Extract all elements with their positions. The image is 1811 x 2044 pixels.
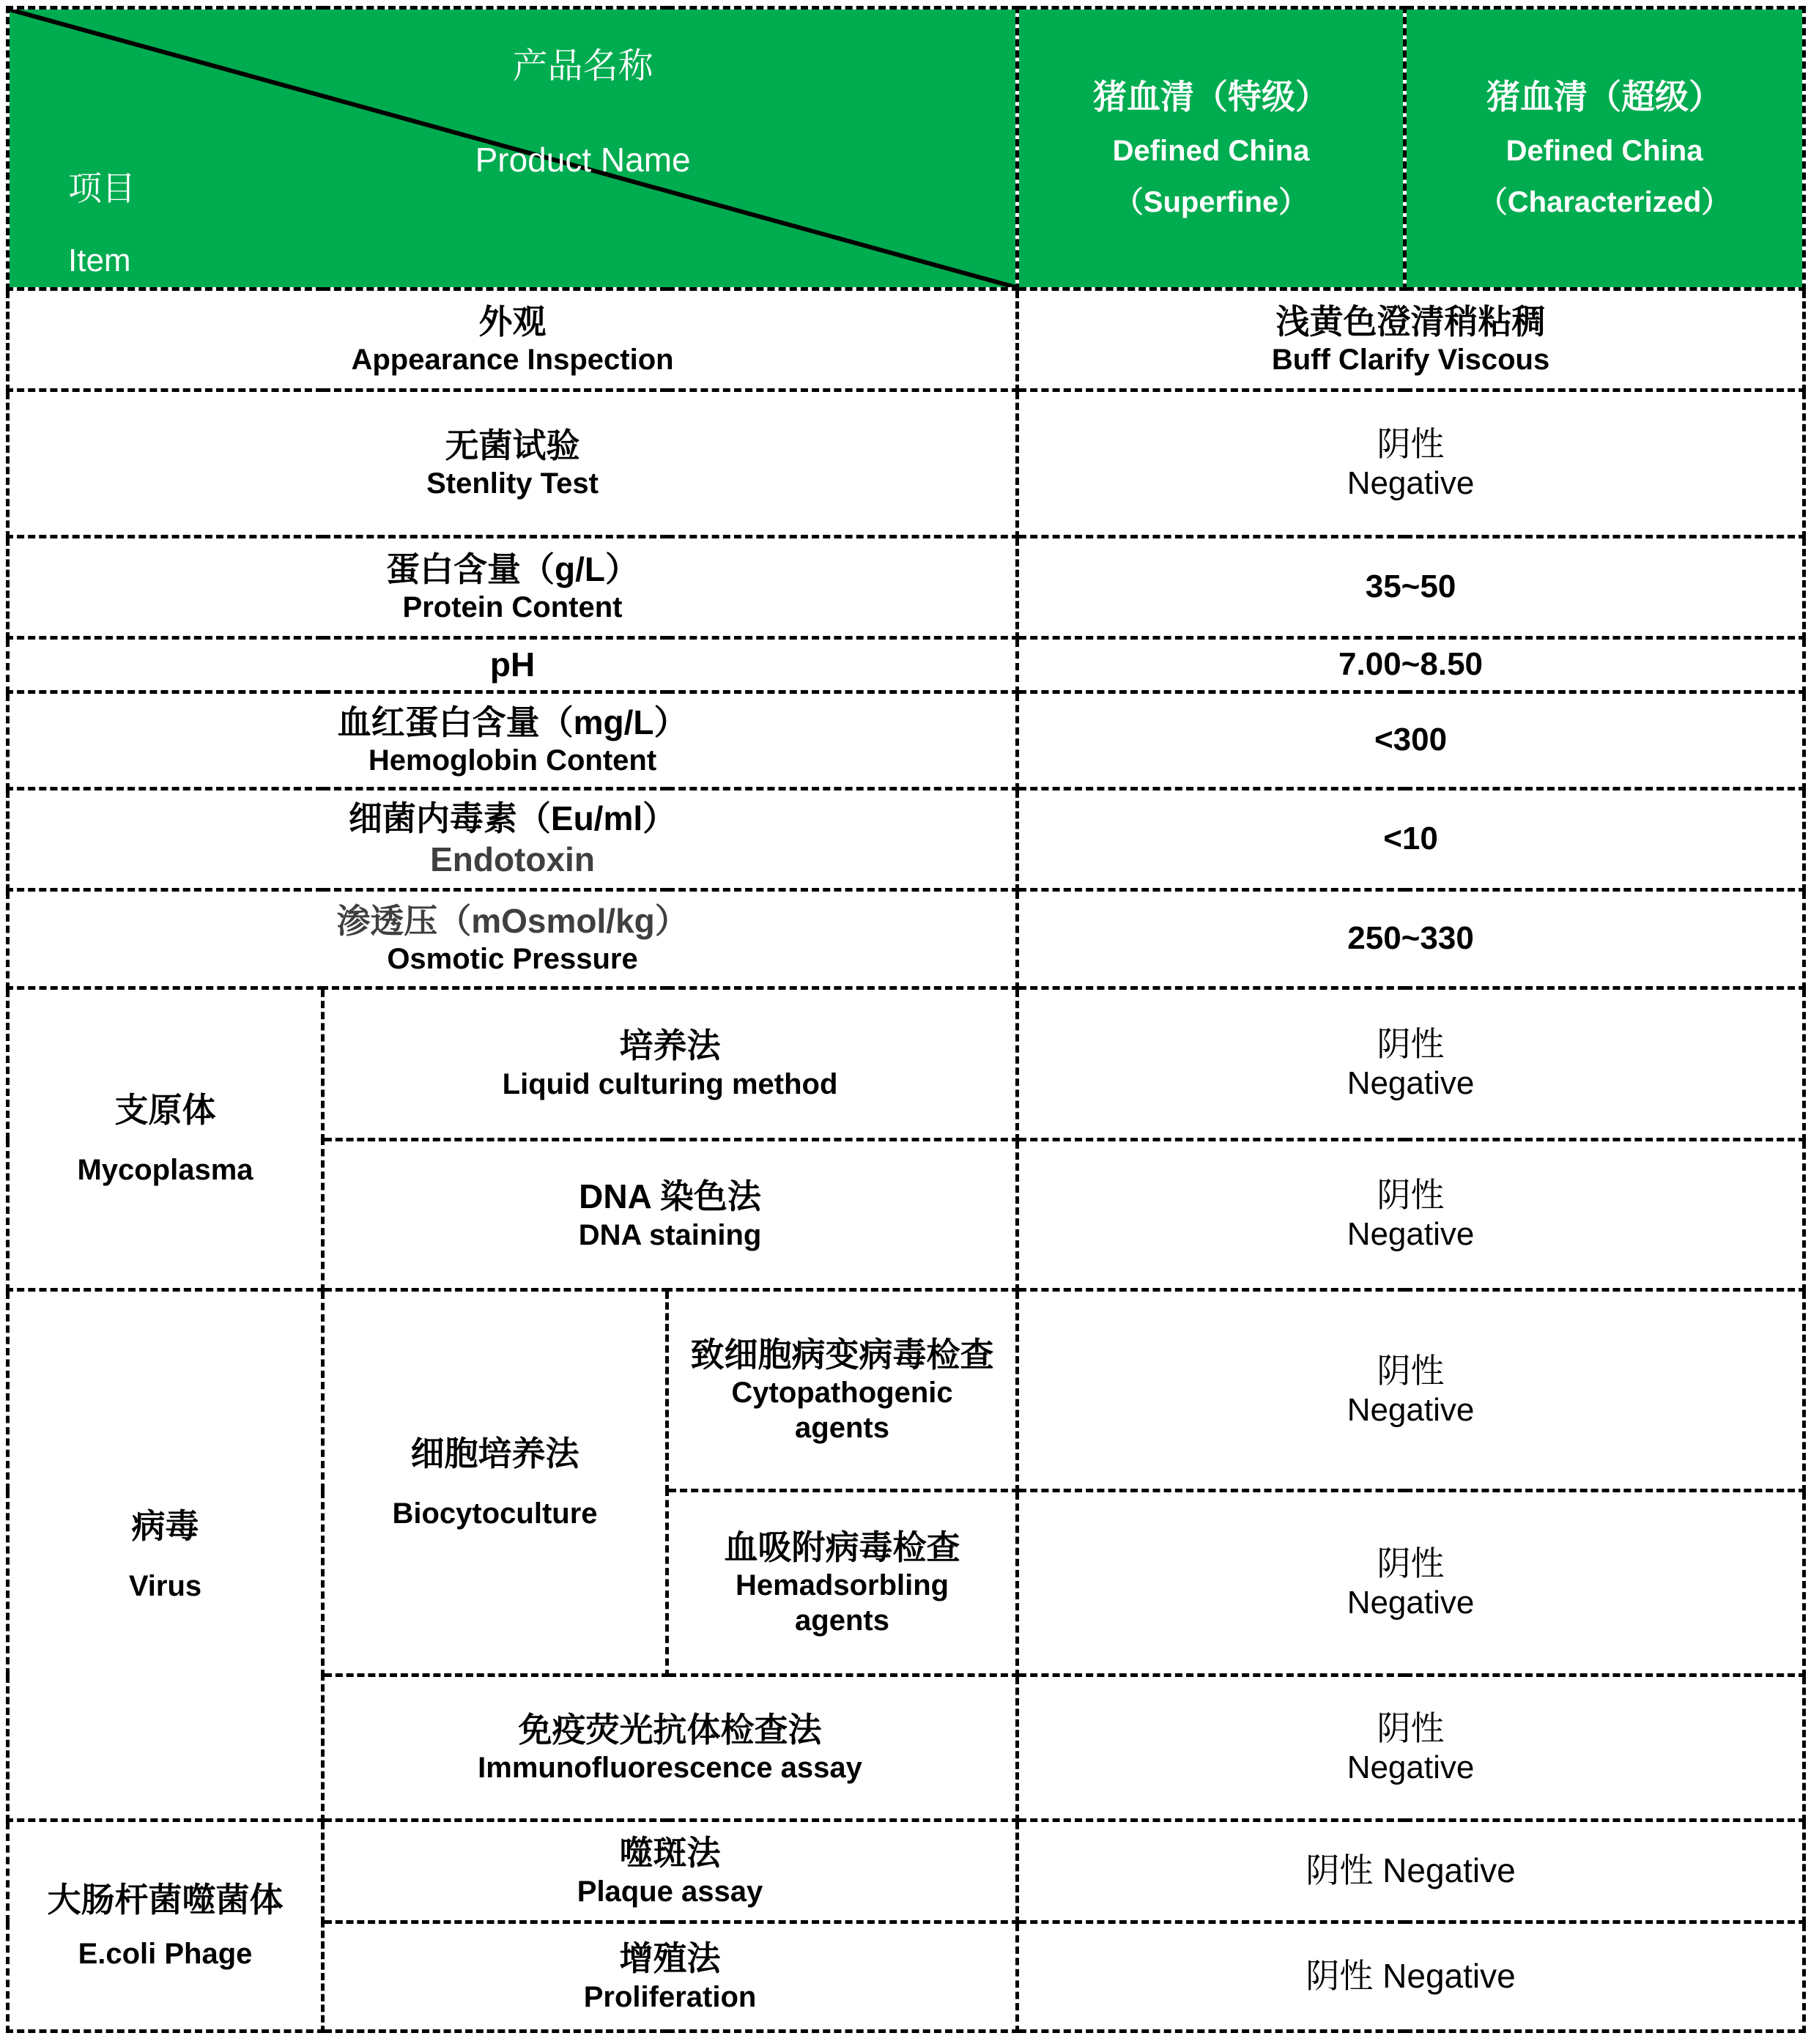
ph-item-cell <box>8 638 1018 692</box>
endotoxin-value-cell <box>1018 789 1804 890</box>
characterized-en-line1: Defined China <box>1506 135 1703 168</box>
endotoxin-value: <10 <box>1383 821 1438 857</box>
appearance-value-en: Buff Clarify Viscous <box>1271 344 1550 377</box>
liquid-culturing-item-cell <box>323 988 1018 1140</box>
osmotic-value: 250~330 <box>1347 920 1474 957</box>
plaque-assay-en: Plaque assay <box>577 1875 763 1908</box>
ecoli-phage-en: E.coli Phage <box>78 1938 253 1971</box>
column-header-superfine <box>1018 8 1405 289</box>
superfine-en-line2: （Superfine） <box>1114 186 1308 219</box>
hemadsorbling-en-line2: agents <box>795 1604 889 1637</box>
row-endotoxin <box>8 789 1804 890</box>
immunofluorescence-value-zh: 阴性 <box>1377 1708 1445 1747</box>
hemadsorbling-en-line1: Hemadsorbling <box>735 1569 949 1602</box>
ph-item-label: pH <box>489 645 536 684</box>
protein-value: 35~50 <box>1365 569 1456 605</box>
proliferation-value-cell <box>1018 1922 1804 2032</box>
row-plaque-assay <box>8 1821 1804 1922</box>
cytopathogenic-en-line2: agents <box>795 1412 889 1445</box>
cytopathogenic-item-cell <box>667 1290 1018 1491</box>
cytopathogenic-value-cell <box>1018 1290 1804 1491</box>
row-cytopathogenic <box>8 1290 1804 1491</box>
dna-staining-zh: DNA 染色法 <box>579 1177 761 1216</box>
mycoplasma-en: Mycoplasma <box>77 1154 253 1187</box>
mycoplasma-zh: 支原体 <box>114 1090 216 1129</box>
dna-staining-en: DNA staining <box>578 1218 762 1251</box>
proliferation-value: 阴性 Negative <box>1306 1957 1516 1996</box>
endotoxin-item-en: Endotoxin <box>430 840 595 878</box>
biocytoculture-group-cell <box>323 1290 667 1675</box>
header-row <box>8 8 1804 289</box>
cytopathogenic-value-zh: 阴性 <box>1377 1351 1445 1390</box>
osmotic-item-cell <box>8 890 1018 988</box>
hemadsorbling-value-cell <box>1018 1491 1804 1675</box>
corner-item-zh: 项目 <box>68 169 136 207</box>
superfine-en-line1: Defined China <box>1112 135 1310 168</box>
appearance-value-cell <box>1018 289 1804 390</box>
hemoglobin-item-zh: 血红蛋白含量（mg/L） <box>337 703 688 741</box>
corner-header-cell <box>8 8 1018 289</box>
superfine-zh: 猪血清（特级） <box>1093 77 1330 116</box>
immunofluorescence-value-en: Negative <box>1347 1749 1475 1785</box>
product-spec-table <box>6 6 1806 2033</box>
liquid-culturing-value-zh: 阴性 <box>1377 1025 1445 1063</box>
osmotic-value-cell <box>1018 890 1804 988</box>
sterility-value-en: Negative <box>1347 464 1475 501</box>
protein-item-en: Protein Content <box>402 591 623 624</box>
liquid-culturing-zh: 培养法 <box>619 1026 721 1065</box>
biocytoculture-en: Biocytoculture <box>392 1497 598 1530</box>
row-ph <box>8 638 1804 692</box>
corner-product-name-en: Product Name <box>475 141 691 179</box>
hemadsorbling-zh: 血吸附病毒检查 <box>724 1528 960 1566</box>
hemoglobin-value: <300 <box>1374 722 1448 758</box>
plaque-assay-value: 阴性 Negative <box>1306 1851 1516 1890</box>
hemoglobin-item-en: Hemoglobin Content <box>368 744 657 777</box>
immunofluorescence-en: Immunofluorescence assay <box>478 1752 862 1785</box>
characterized-en-line2: （Characterized） <box>1478 186 1731 219</box>
virus-group-cell <box>8 1290 323 1821</box>
immunofluorescence-zh: 免疫荧光抗体检查法 <box>518 1710 822 1749</box>
virus-en: Virus <box>128 1570 202 1603</box>
row-sterility <box>8 390 1804 537</box>
ecoli-phage-group-cell <box>8 1821 323 2032</box>
sterility-item-cell <box>8 390 1018 537</box>
characterized-zh: 猪血清（超级） <box>1486 77 1723 116</box>
row-osmotic <box>8 890 1804 988</box>
dna-staining-value-cell <box>1018 1140 1804 1290</box>
biocytoculture-zh: 细胞培养法 <box>410 1434 579 1473</box>
cytopathogenic-value-en: Negative <box>1347 1391 1475 1428</box>
corner-product-name-zh: 产品名称 <box>512 47 653 86</box>
immunofluorescence-item-cell <box>323 1675 1018 1821</box>
plaque-assay-item-cell <box>323 1821 1018 1922</box>
column-header-characterized <box>1405 8 1804 289</box>
cytopathogenic-en-line1: Cytopathogenic <box>731 1377 953 1410</box>
dna-staining-value-en: Negative <box>1347 1216 1475 1253</box>
ph-value: 7.00~8.50 <box>1338 646 1484 683</box>
immunofluorescence-value-cell <box>1018 1675 1804 1821</box>
liquid-culturing-en: Liquid culturing method <box>502 1067 838 1100</box>
sterility-value-cell <box>1018 390 1804 537</box>
liquid-culturing-value-en: Negative <box>1347 1065 1475 1102</box>
hemadsorbling-item-cell <box>667 1491 1018 1675</box>
plaque-assay-zh: 噬斑法 <box>619 1834 721 1873</box>
mycoplasma-group-cell <box>8 988 323 1290</box>
row-appearance <box>8 289 1804 390</box>
liquid-culturing-value-cell <box>1018 988 1804 1140</box>
proliferation-zh: 增殖法 <box>619 1939 721 1978</box>
hemoglobin-value-cell <box>1018 692 1804 789</box>
proliferation-item-cell <box>323 1922 1018 2032</box>
hemadsorbling-value-zh: 阴性 <box>1377 1544 1445 1582</box>
ecoli-phage-zh: 大肠杆菌噬菌体 <box>47 1880 284 1919</box>
dna-staining-item-cell <box>323 1140 1018 1290</box>
osmotic-item-zh: 渗透压（mOsmol/kg） <box>336 901 689 940</box>
protein-value-cell <box>1018 537 1804 638</box>
virus-zh: 病毒 <box>131 1506 199 1545</box>
appearance-value-zh: 浅黄色澄清稍粘稠 <box>1275 302 1546 341</box>
sterility-value-zh: 阴性 <box>1377 424 1445 463</box>
corner-item-en: Item <box>68 242 131 278</box>
hemadsorbling-value-en: Negative <box>1347 1584 1475 1621</box>
row-hemoglobin <box>8 692 1804 789</box>
sterility-item-en: Stenlity Test <box>426 467 599 500</box>
row-liquid-culturing <box>8 988 1804 1140</box>
row-protein <box>8 537 1804 638</box>
hemoglobin-item-cell <box>8 692 1018 789</box>
appearance-item-cell <box>8 289 1018 390</box>
endotoxin-item-zh: 细菌内毒素（Eu/ml） <box>348 799 677 838</box>
osmotic-item-en: Osmotic Pressure <box>387 943 638 976</box>
cytopathogenic-zh: 致细胞病变病毒检查 <box>690 1335 994 1374</box>
appearance-item-en: Appearance Inspection <box>351 344 674 377</box>
endotoxin-item-cell <box>8 789 1018 890</box>
ph-value-cell <box>1018 638 1804 692</box>
protein-item-zh: 蛋白含量（g/L） <box>386 549 639 588</box>
sterility-item-zh: 无菌试验 <box>445 426 580 464</box>
protein-item-cell <box>8 537 1018 638</box>
proliferation-en: Proliferation <box>583 1980 757 2013</box>
appearance-item-zh: 外观 <box>478 302 547 341</box>
dna-staining-value-zh: 阴性 <box>1377 1176 1445 1214</box>
plaque-assay-value-cell <box>1018 1821 1804 1922</box>
